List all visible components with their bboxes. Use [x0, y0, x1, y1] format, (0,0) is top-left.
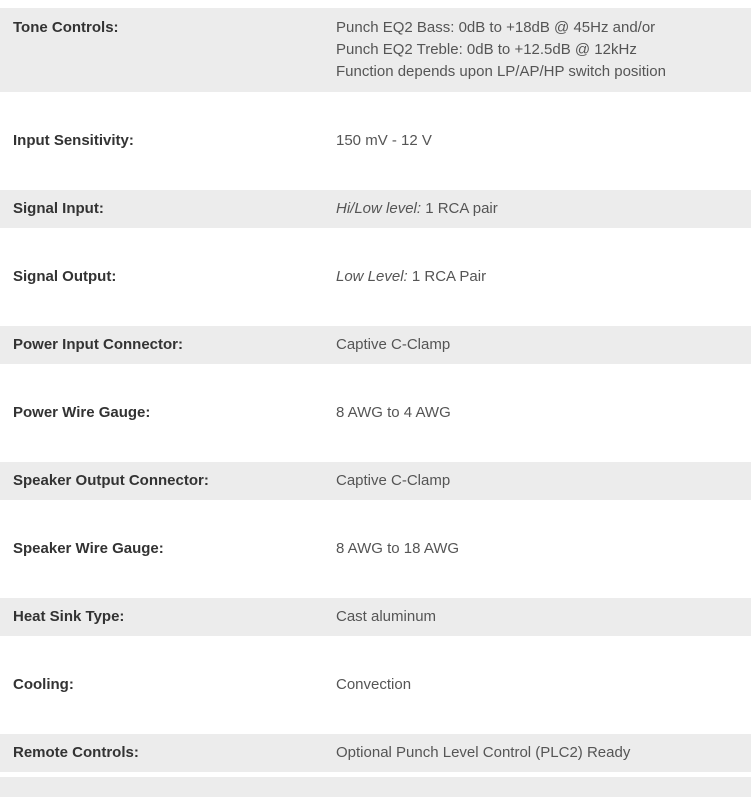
spec-row-power-wire-gauge: [0, 394, 751, 432]
spec-row-heat-sink-type: [0, 598, 751, 636]
spec-value: Optional Punch Level Control (PLC2) Ready: [336, 744, 631, 761]
spec-label: Signal Input:: [13, 200, 104, 217]
partial-next-row-strip: [0, 777, 751, 797]
spec-value: 8 AWG to 4 AWG: [336, 404, 451, 421]
spec-value: 8 AWG to 18 AWG: [336, 540, 460, 557]
spec-label: Speaker Wire Gauge:: [13, 540, 164, 557]
spec-value-italic: Low Level:: [336, 268, 408, 285]
spec-value-line: Punch EQ2 Treble: 0dB to +12.5dB @ 12kHz: [336, 41, 637, 58]
spec-value: Captive C-Clamp: [336, 472, 451, 489]
spec-row-tone-controls: [0, 8, 751, 92]
spec-label: Cooling:: [13, 676, 74, 693]
spec-value-line: Punch EQ2 Bass: 0dB to +18dB @ 45Hz and/or: [336, 19, 656, 36]
spec-row-remote-controls: [0, 734, 751, 772]
spec-value-italic: Hi/Low level:: [336, 200, 422, 217]
spec-value: Cast aluminum: [336, 608, 437, 625]
spec-value-text: 1 RCA Pair: [407, 268, 487, 285]
spec-value: [336, 200, 508, 218]
spec-label: Power Input Connector:: [13, 336, 183, 353]
spec-row-speaker-output-connector: [0, 462, 751, 500]
spec-value: Convection: [336, 676, 412, 693]
spec-value: Captive C-Clamp: [336, 336, 451, 353]
spec-label: Power Wire Gauge:: [13, 404, 151, 421]
spec-label: Speaker Output Connector:: [13, 472, 209, 489]
spec-value-text: 1 RCA pair: [421, 200, 498, 217]
spec-label: Remote Controls:: [13, 744, 139, 761]
spec-value: [336, 17, 676, 83]
spec-row-power-input-connector: [0, 326, 751, 364]
spec-label: Tone Controls:: [13, 19, 119, 36]
spec-value: [336, 268, 496, 286]
spec-label: Heat Sink Type:: [13, 608, 125, 625]
spec-row-cooling: [0, 666, 751, 704]
spec-row-signal-input: [0, 190, 751, 228]
spec-row-speaker-wire-gauge: [0, 530, 751, 568]
spec-row-input-sensitivity: [0, 122, 751, 160]
spec-label: Signal Output:: [13, 268, 117, 285]
spec-row-signal-output: [0, 258, 751, 296]
spec-value: 150 mV - 12 V: [336, 132, 432, 149]
spec-label: Input Sensitivity:: [13, 132, 134, 149]
spec-value-line: Function depends upon LP/AP/HP switch position: [336, 63, 666, 80]
